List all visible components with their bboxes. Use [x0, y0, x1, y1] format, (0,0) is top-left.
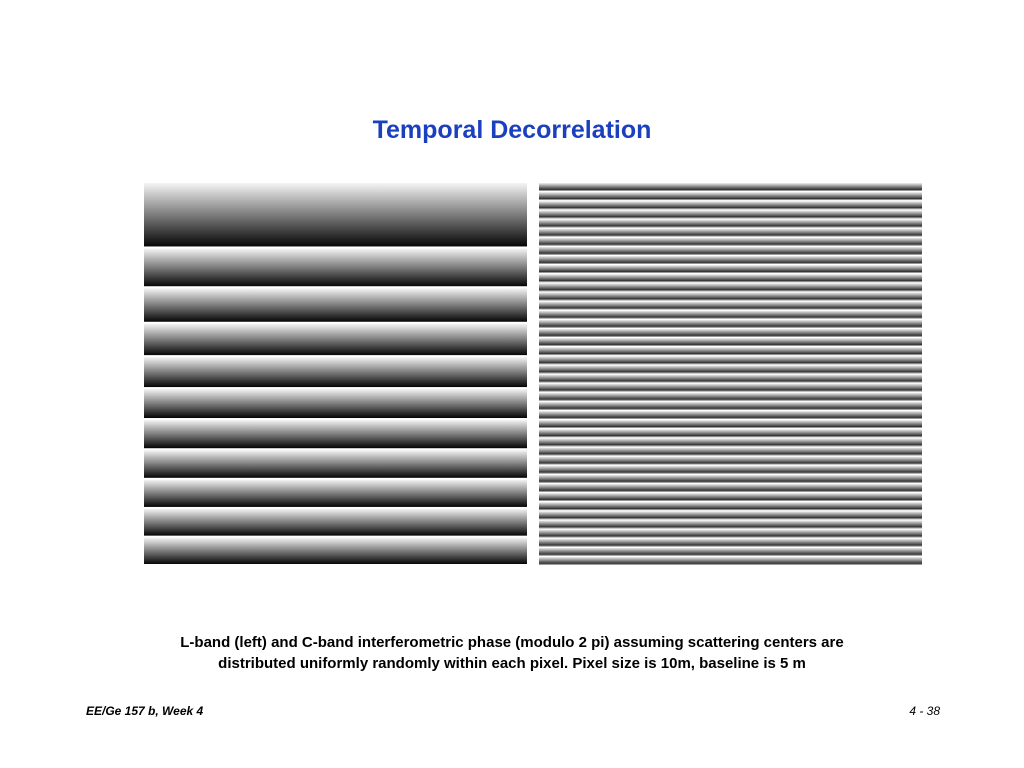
c-band-fringe — [539, 329, 922, 337]
c-band-speckle — [539, 345, 922, 346]
c-band-speckle — [539, 254, 922, 255]
course-footer: EE/Ge 157 b, Week 4 — [86, 704, 204, 718]
c-band-fringe — [539, 502, 922, 510]
c-band-speckle — [539, 245, 922, 246]
c-band-speckle — [539, 463, 922, 464]
c-band-fringe — [539, 530, 922, 538]
c-band-speckle — [539, 217, 922, 218]
c-band-speckle — [539, 236, 922, 237]
c-band-fringe — [539, 292, 922, 300]
c-band-fringe — [539, 201, 922, 209]
c-band-speckle — [539, 281, 922, 282]
c-band-speckle — [539, 482, 922, 483]
c-band-speckle — [539, 226, 922, 227]
c-band-fringe — [539, 447, 922, 455]
c-band-fringe — [539, 438, 922, 446]
c-band-speckle — [539, 372, 922, 373]
c-band-speckle — [539, 400, 922, 401]
c-band-fringe — [539, 265, 922, 273]
c-band-fringe — [539, 320, 922, 328]
c-band-speckle — [539, 199, 922, 200]
c-band-fringe — [539, 283, 922, 291]
c-band-speckle — [539, 336, 922, 337]
c-band-fringe — [539, 429, 922, 437]
c-band-speckle — [539, 454, 922, 455]
c-band-fringe — [539, 247, 922, 255]
c-band-fringe — [539, 192, 922, 200]
c-band-fringe — [539, 393, 922, 401]
l-band-phase-image — [144, 183, 527, 566]
c-band-fringe — [539, 511, 922, 519]
l-band-fringe — [144, 248, 527, 286]
c-band-speckle — [539, 391, 922, 392]
l-band-fringe — [144, 183, 527, 246]
l-band-fringe — [144, 357, 527, 387]
c-band-fringe — [539, 238, 922, 246]
c-band-speckle — [539, 263, 922, 264]
figure-caption — [112, 632, 912, 674]
c-band-fringe — [539, 229, 922, 237]
slide-title: Temporal Decorrelation — [372, 116, 652, 144]
c-band-fringe — [539, 219, 922, 227]
l-band-fringe — [144, 288, 527, 322]
c-band-speckle — [539, 491, 922, 492]
c-band-speckle — [539, 363, 922, 364]
l-band-fringe — [144, 538, 527, 564]
caption-line-2: distributed uniformly randomly within each pixel. Pixel size is 10m, baseline is 5 m — [218, 655, 806, 672]
c-band-speckle — [539, 473, 922, 474]
c-band-fringe — [539, 183, 922, 191]
caption-line-1: L-band (left) and C-band interferometric phase (modulo 2 pi) assuming scattering centers are — [180, 634, 844, 651]
c-band-fringe — [539, 356, 922, 364]
c-band-fringe — [539, 466, 922, 474]
l-band-fringe-graphic — [144, 183, 527, 566]
c-band-speckle — [539, 536, 922, 537]
l-band-fringe — [144, 480, 527, 507]
c-band-fringe — [539, 520, 922, 528]
c-band-speckle — [539, 527, 922, 528]
c-band-fringe — [539, 256, 922, 264]
c-band-speckle — [539, 381, 922, 382]
c-band-fringe-graphic — [539, 183, 922, 566]
l-band-fringe — [144, 450, 527, 478]
c-band-speckle — [539, 546, 922, 547]
c-band-speckle — [539, 318, 922, 319]
c-band-speckle — [539, 354, 922, 355]
c-band-speckle — [539, 208, 922, 209]
c-band-fringe — [539, 420, 922, 428]
c-band-speckle — [539, 509, 922, 510]
c-band-speckle — [539, 427, 922, 428]
l-band-fringe — [144, 509, 527, 536]
c-band-speckle — [539, 272, 922, 273]
c-band-fringe — [539, 475, 922, 483]
c-band-speckle — [539, 555, 922, 556]
c-band-fringe — [539, 302, 922, 310]
page-number: 4 - 38 — [909, 704, 940, 718]
c-band-fringe — [539, 384, 922, 392]
c-band-fringe — [539, 557, 922, 565]
c-band-fringe — [539, 274, 922, 282]
c-band-fringe — [539, 311, 922, 319]
c-band-phase-image — [539, 183, 922, 566]
c-band-fringe — [539, 375, 922, 383]
c-band-fringe — [539, 493, 922, 501]
c-band-fringe — [539, 411, 922, 419]
c-band-fringe — [539, 347, 922, 355]
c-band-fringe — [539, 338, 922, 346]
c-band-speckle — [539, 308, 922, 309]
l-band-fringe — [144, 420, 527, 448]
c-band-speckle — [539, 445, 922, 446]
c-band-fringe — [539, 457, 922, 465]
c-band-fringe — [539, 402, 922, 410]
c-band-fringe — [539, 548, 922, 556]
c-band-fringe — [539, 365, 922, 373]
c-band-speckle — [539, 409, 922, 410]
c-band-fringe — [539, 539, 922, 547]
c-band-speckle — [539, 290, 922, 291]
c-band-fringe — [539, 210, 922, 218]
l-band-fringe — [144, 324, 527, 355]
c-band-speckle — [539, 327, 922, 328]
c-band-speckle — [539, 564, 922, 565]
c-band-speckle — [539, 418, 922, 419]
c-band-speckle — [539, 500, 922, 501]
c-band-speckle — [539, 436, 922, 437]
l-band-fringe — [144, 389, 527, 418]
c-band-speckle — [539, 190, 922, 191]
c-band-speckle — [539, 299, 922, 300]
c-band-fringe — [539, 484, 922, 492]
c-band-speckle — [539, 518, 922, 519]
